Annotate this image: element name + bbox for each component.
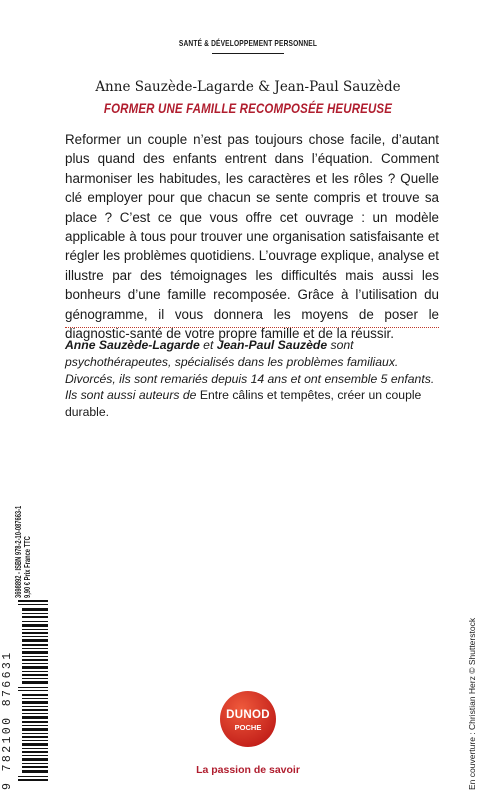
collection-label: SANTÉ & DÉVELOPPEMENT PERSONNEL (178, 38, 318, 48)
authors-heading: Anne Sauzède-Lagarde & Jean-Paul Sauzède (95, 79, 401, 95)
bio-text: sont psychothérapeutes, spécialisés dans les problèmes familiaux. Divorcés, ils sont remariés depuis 14 ans et ont ensemble 5 enfants. Ils sont aussi auteurs de (65, 338, 435, 403)
bio-author-2: Jean-Paul Sauzède (216, 338, 328, 352)
logo-sub: POCHE (234, 723, 262, 732)
bio-other-book: Entre câlins et tempêtes, créer un couple durable. (65, 388, 422, 420)
isbn-number: 3698892 - ISBN 978-2-10-087663-1 (14, 505, 23, 598)
barcode-digits: 9 782100 876631 (1, 650, 14, 790)
book-title: FORMER UNE FAMILLE RECOMPOSÉE HEUREUSE (103, 100, 393, 116)
author-bio (65, 337, 439, 421)
bio-author-1: Anne Sauzède-Lagarde (65, 338, 200, 352)
price: 9,90 € Prix France TTC (23, 536, 32, 598)
image-credits: En couverture : Christian Herz © Shutterstock (467, 617, 477, 790)
logo-brand: DUNOD (226, 709, 270, 721)
bio-connector: et (199, 338, 217, 352)
collection-rule (212, 53, 284, 54)
publisher-logo[interactable] (219, 690, 277, 748)
isbn-block (14, 398, 42, 598)
summary-paragraph: Reformer un couple n’est pas toujours chose facile, d’autant plus quand des enfants entrent dans l’équation. Comment harmoniser les habitudes, les caractères et les rôles ? Quelle clé employer pour que chacun se sente compris et trouve sa place ? C’est ce que vous offre cet ouvrage : un modèle applicable à tous pour trouver une organisation satisfaisante et régler les problèmes quotidiens. L’ouvrage explique, analyse et illustre par des témoignages les difficultés mais aussi les bonheurs d’une famille recomposée. Grâce à l’utilisation du génogramme, il vous donnera les moyens de poser le diagnostic-santé de votre propre famille et de la réussir. (65, 132, 439, 342)
dotted-divider (65, 327, 439, 328)
publisher-slogan: La passion de savoir (196, 764, 300, 776)
